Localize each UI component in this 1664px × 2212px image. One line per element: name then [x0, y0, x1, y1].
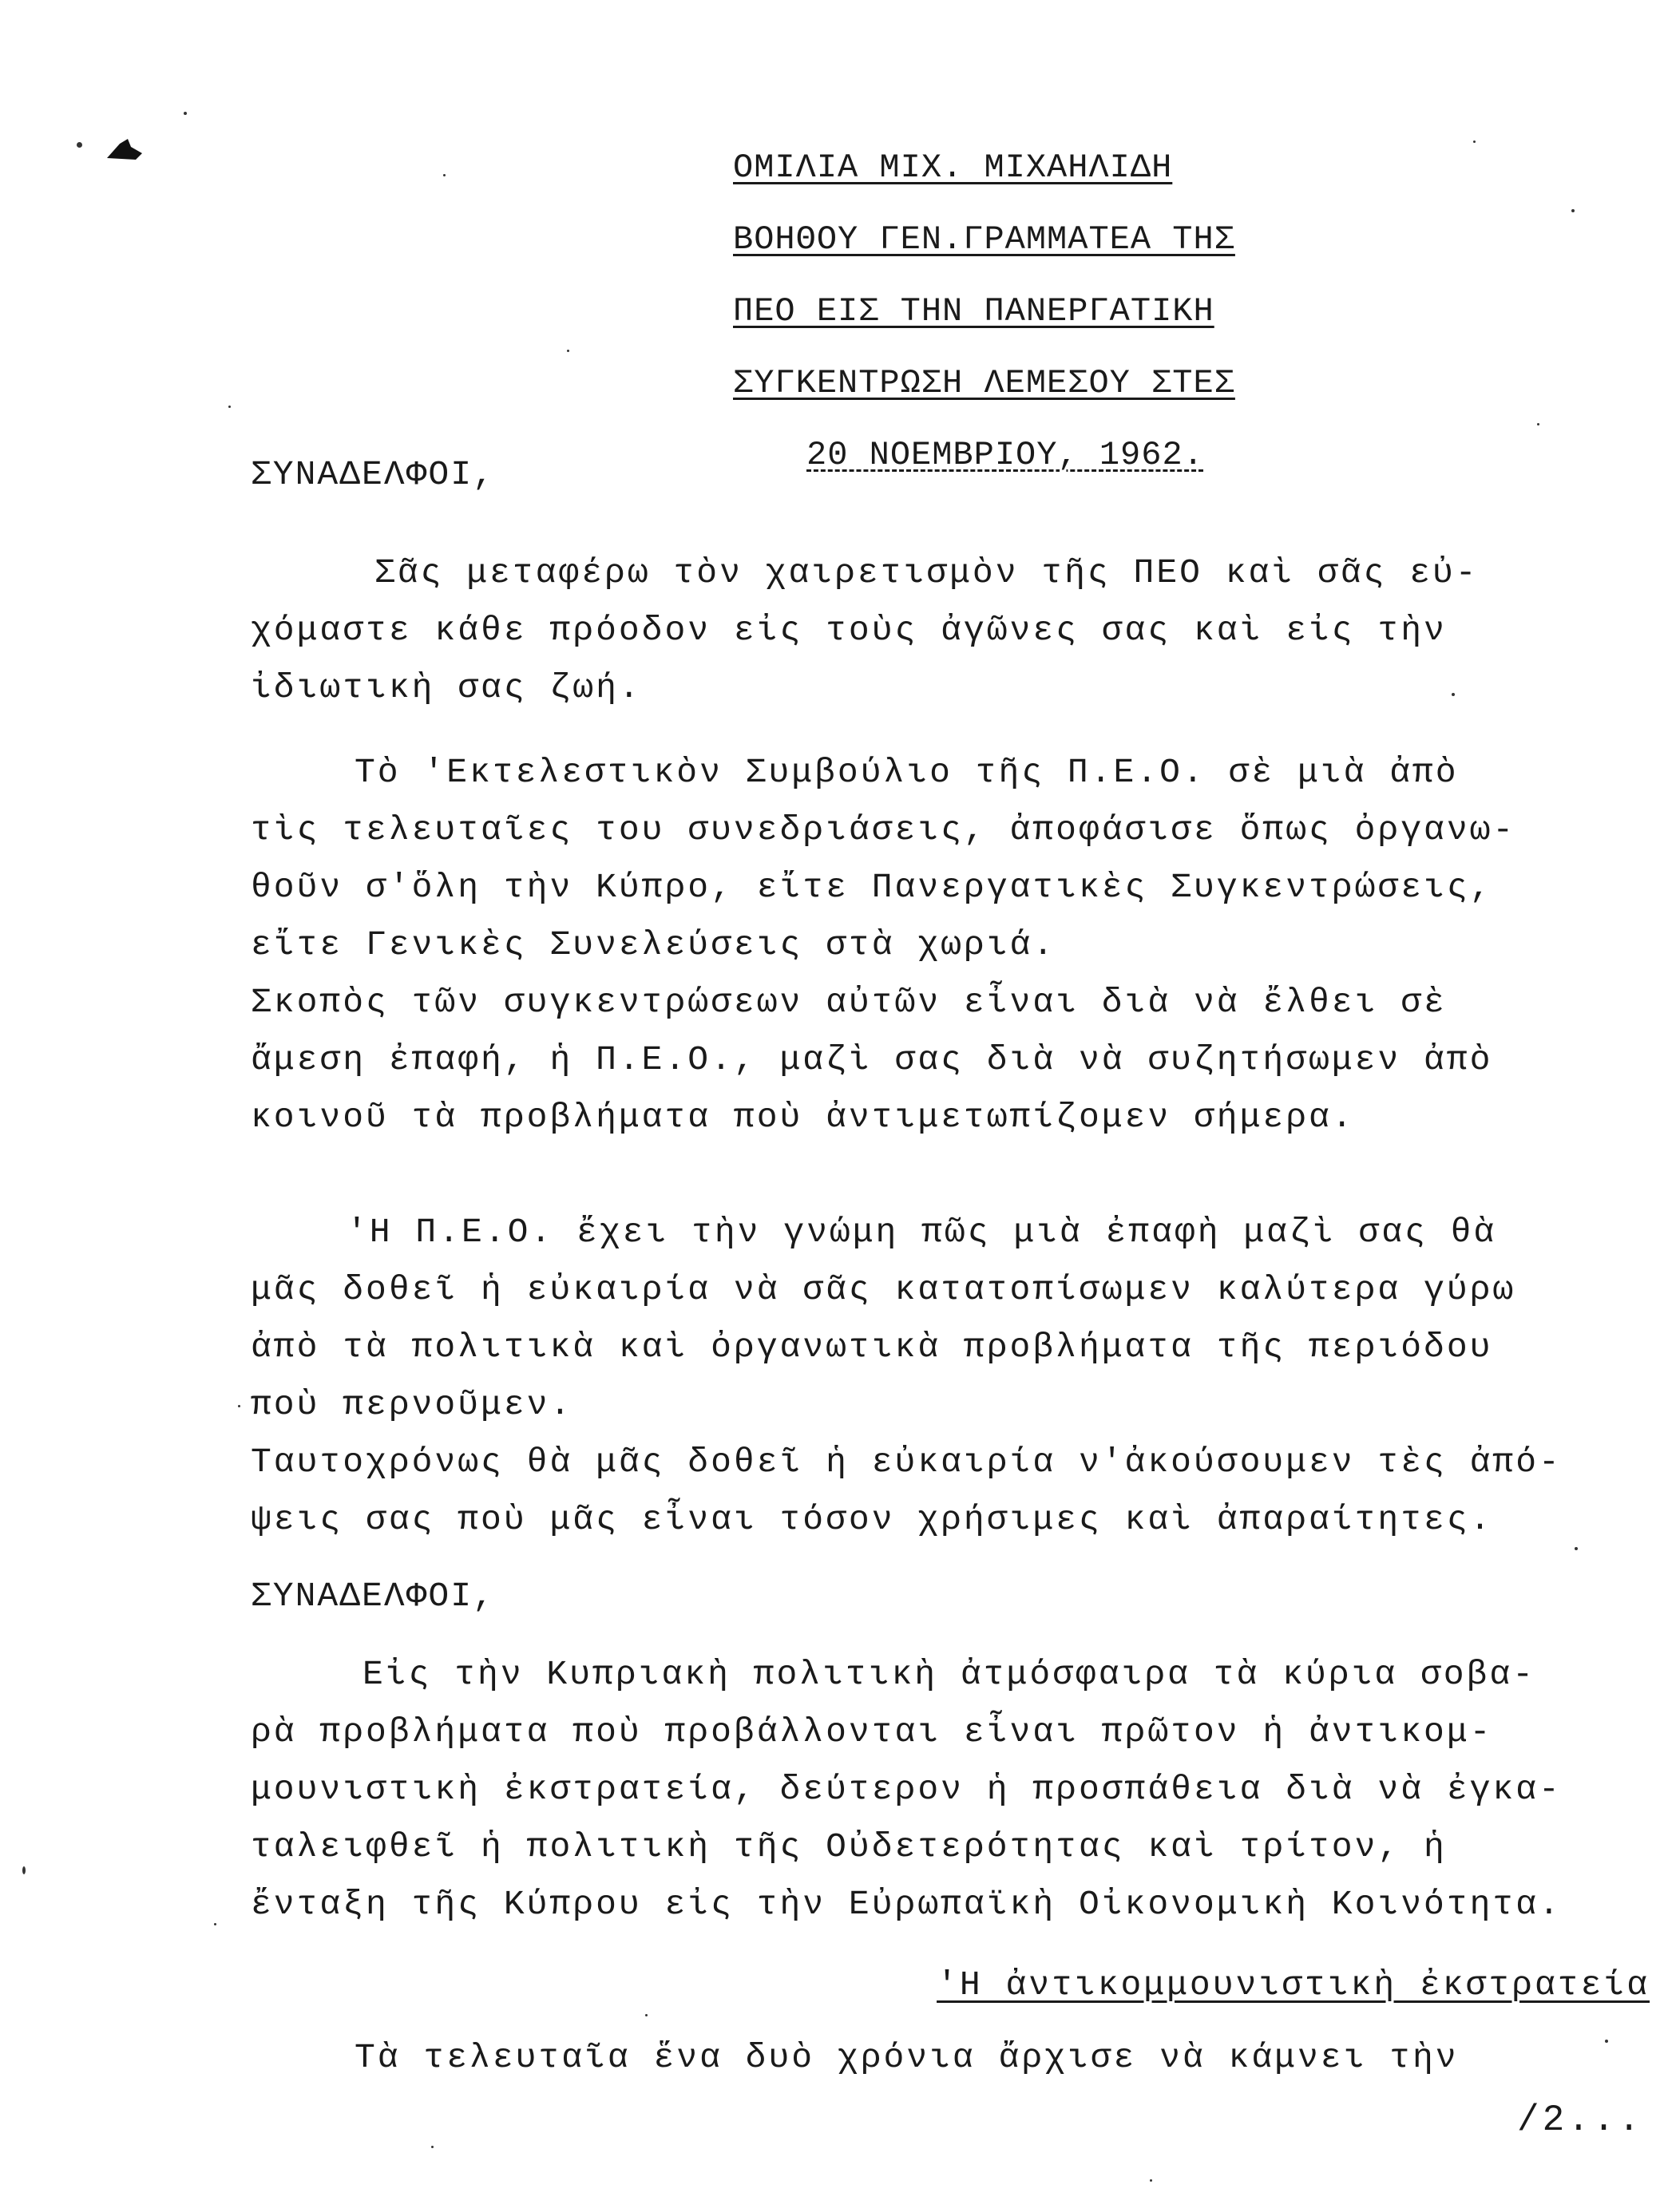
title-line: ΒΟΗΘΟΥ ΓΕΝ.ΓΡΑΜΜΑΤΕΑ ΤΗΣ — [733, 220, 1235, 259]
text-line: κοινοῦ τὰ προβλήματα ποὺ ἀντιμετωπίζομεν σήμερα. — [251, 1098, 1355, 1137]
scan-speck — [1473, 140, 1476, 143]
text-line: εἴτε Γενικὲς Συνελεύσεις στὰ χωριά. — [251, 925, 1056, 964]
text-line: θοῦν σ'ὅλη τὴν Κύπρο, εἴτε Πανεργατικὲς Συγκεντρώσεις, — [251, 868, 1493, 907]
text-line: 'Η Π.Ε.Ο. ἔχει τὴν γνώμη πῶς μιὰ ἐπαφὴ μαζὶ σας θὰ — [347, 1213, 1497, 1252]
scan-speck — [1571, 209, 1575, 212]
scan-speck — [1452, 693, 1455, 696]
page-continuation-marker: /2... — [1516, 2099, 1643, 2141]
paragraph-2 — [251, 744, 1624, 1146]
paragraph-4 — [251, 1646, 1624, 1933]
scan-speck — [214, 1923, 216, 1925]
text-line: ρὰ προβλήματα ποὺ προβάλλονται εἶναι πρῶτον ἡ ἀντικομ- — [251, 1712, 1493, 1751]
paragraph-1 — [251, 544, 1624, 717]
scan-speck — [1605, 2040, 1608, 2043]
text-line: μουνιστικὴ ἐκστρατεία, δεύτερον ἡ προσπάθεια διὰ νὰ ἐγκα- — [251, 1770, 1562, 1809]
section-heading: 'Η ἀντικομμουνιστικὴ ἐκστρατεία — [937, 1965, 1650, 2004]
text-line: Σκοπὸς τῶν συγκεντρώσεων αὐτῶν εἶναι διὰ νὰ ἔλθει σὲ — [251, 983, 1447, 1022]
scan-speck — [22, 1866, 26, 1874]
title-line: ΠΕΟ ΕΙΣ ΤΗΝ ΠΑΝΕΡΓΑΤΙΚΗ — [733, 292, 1214, 330]
text-line: μᾶς δοθεῖ ἡ εὐκαιρία νὰ σᾶς κατατοπίσωμεν καλύτερα γύρω — [251, 1270, 1516, 1309]
scan-speck — [1150, 2179, 1152, 2182]
scan-speck — [228, 406, 231, 408]
title-date: 20 ΝΟΕΜΒΡΙΟΥ, 1962. — [806, 436, 1204, 474]
paragraph-5 — [251, 2029, 1624, 2087]
text-line: Τὸ 'Εκτελεστικὸν Συμβούλιο τῆς Π.Ε.Ο. σὲ μιὰ ἀπὸ — [355, 753, 1459, 792]
text-line: Ταυτοχρόνως θὰ μᾶς δοθεῖ ἡ εὐκαιρία ν'ἀκούσουμεν τὲς ἀπό- — [251, 1442, 1562, 1482]
text-line: τὶς τελευταῖες του συνεδριάσεις, ἀποφάσισε ὅπως ὀργανω- — [251, 810, 1516, 849]
text-line: ἄμεση ἐπαφή, ἡ Π.Ε.Ο., μαζὶ σας διὰ νὰ συζητήσωμεν ἀπὸ — [251, 1040, 1493, 1079]
scan-speck — [77, 142, 82, 148]
text-line: ἀπὸ τὰ πολιτικὰ καὶ ὀργανωτικὰ προβλήματα τῆς περιόδου — [251, 1328, 1493, 1367]
text-line: ποὺ περνοῦμεν. — [251, 1385, 573, 1424]
document-title — [733, 132, 1340, 491]
text-line: ἰδιωτικὴ σας ζωή. — [251, 668, 642, 707]
title-line: ΟΜΙΛΙΑ ΜΙΧ. ΜΙΧΑΗΛΙΔΗ — [733, 148, 1173, 187]
text-line: χόμαστε κάθε πρόοδον εἰς τοὺς ἀγῶνες σας καὶ εἰς τὴν — [251, 611, 1447, 650]
text-line: ταλειφθεῖ ἡ πολιτικὴ τῆς Οὐδετερότητας καὶ τρίτον, ἡ — [251, 1827, 1447, 1866]
text-line: ψεις σας ποὺ μᾶς εἶναι τόσον χρήσιμες καὶ ἀπαραίτητες. — [251, 1500, 1493, 1539]
salutation: ΣΥΝΑΔΕΛΦΟΙ, — [251, 455, 495, 494]
salutation: ΣΥΝΑΔΕΛΦΟΙ, — [251, 1577, 495, 1616]
text-line: Σᾶς μεταφέρω τὸν χαιρετισμὸν τῆς ΠΕΟ καὶ σᾶς εὐ- — [374, 553, 1479, 592]
ink-blot-icon — [104, 136, 145, 163]
scan-speck — [567, 350, 569, 352]
scan-speck — [238, 1405, 240, 1407]
scan-speck — [443, 174, 446, 176]
paragraph-3 — [251, 1204, 1624, 1549]
text-line: Εἰς τὴν Κυπριακὴ πολιτικὴ ἀτμόσφαιρα τὰ κύρια σοβα- — [363, 1655, 1536, 1694]
scan-speck — [184, 112, 187, 115]
scan-speck — [645, 2014, 648, 2016]
text-line: ἔνταξη τῆς Κύπρου εἰς τὴν Εὐρωπαϊκὴ Οἰκονομικὴ Κοινότητα. — [251, 1885, 1562, 1924]
scan-speck — [1575, 1547, 1578, 1550]
scan-speck — [431, 2146, 434, 2148]
title-line: ΣΥΓΚΕΝΤΡΩΣΗ ΛΕΜΕΣΟΥ ΣΤΕΣ — [733, 364, 1235, 402]
text-line: Τὰ τελευταῖα ἕνα δυὸ χρόνια ἄρχισε νὰ κάμνει τὴν — [355, 2038, 1459, 2077]
scan-speck — [1537, 423, 1539, 425]
